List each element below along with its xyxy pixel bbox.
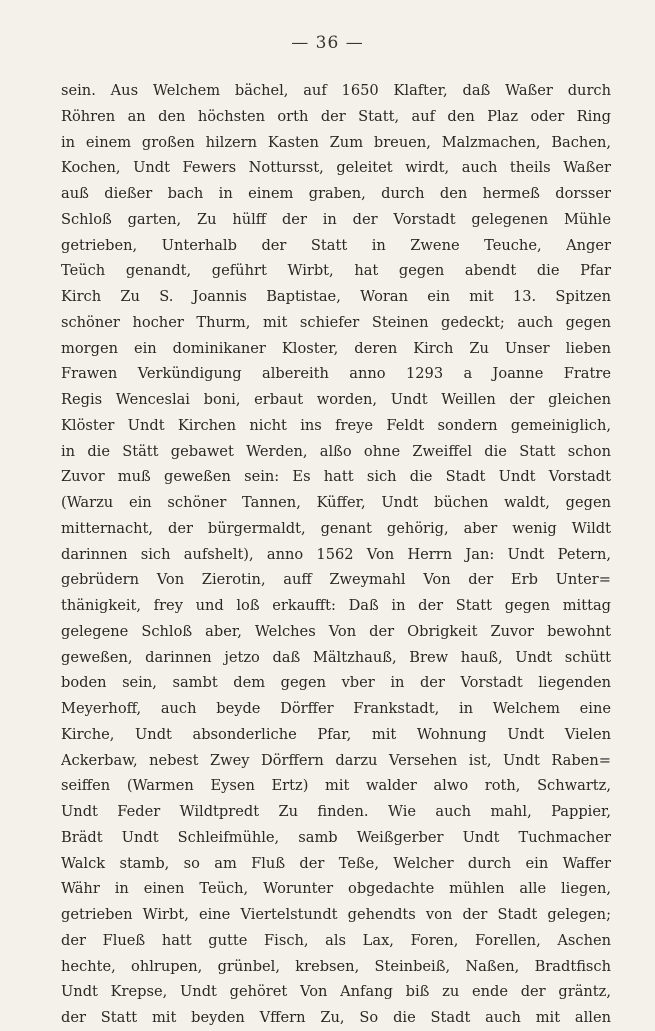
text-line: Walck stamb, so am Fluß der Teße, Welcher durch ein Waffer bbox=[61, 854, 611, 872]
text-line: hechte, ohlrupen, grünbel, krebsen, Steinbeiß, Naßen, Bradtfisch bbox=[61, 957, 611, 975]
text-line: morgen ein dominikaner Kloster, deren Kirch Zu Unser lieben bbox=[61, 339, 611, 357]
text-line: Schloß garten, Zu hülff der in der Vorstadt gelegenen Mühle bbox=[61, 210, 611, 228]
text-line: Währ in einen Teüch, Worunter obgedachte mühlen alle liegen, bbox=[61, 880, 611, 898]
text-line: gelegene Schloß aber, Welches Von der Obrigkeit Zuvor bewohnt bbox=[61, 622, 611, 640]
text-line: Undt Feder Wildtpredt Zu finden. Wie auch mahl, Pappier, bbox=[61, 803, 611, 820]
text-line: schöner hocher Thurm, mit schiefer Steinen gedeckt; auch gegen bbox=[61, 313, 611, 331]
text-line: getrieben, Unterhalb der Statt in Zwene Teuche, Anger bbox=[61, 236, 611, 254]
text-line: Regis Wenceslai boni, erbaut worden, Undt Weillen der gleichen bbox=[61, 391, 611, 408]
text-line: thänigkeit, frey und loß erkaufft: Daß in der Statt gegen mittag bbox=[61, 597, 611, 614]
text-line: Klöster Undt Kirchen nicht ins freye Feldt sondern gemeiniglich, bbox=[61, 416, 611, 434]
text-line: sein. Aus Welchem bächel, auf 1650 Klafter, daß Waßer durch bbox=[61, 82, 611, 99]
text-line: in einem großen hilzern Kasten Zum breuen, Malzmachen, Bachen, bbox=[61, 133, 611, 151]
text-line: Ackerbaw, nebest Zwey Dörffern darzu Versehen ist, Undt Raben= bbox=[61, 751, 611, 769]
text-line: boden sein, sambt dem gegen vber in der Vorstadt liegenden bbox=[61, 674, 611, 692]
text-line: (Warzu ein schöner Tannen, Küffer, Undt büchen waldt, gegen bbox=[61, 494, 611, 511]
text-line: Kirche, Undt absonderliche Pfar, mit Wohnung Undt Vielen bbox=[61, 725, 611, 743]
text-line: der Flueß hatt gutte Fisch, als Lax, Foren, Forellen, Aschen bbox=[61, 931, 611, 949]
text-line: Brädt Undt Schleifmühle, samb Weißgerber Undt Tuchmacher bbox=[61, 828, 611, 846]
text-line: Frawen Verkündigung albereith anno 1293 a Joanne Fratre bbox=[61, 365, 611, 383]
text-line: getrieben Wirbt, eine Viertelstundt gehendts von der Stadt gelegen; bbox=[61, 906, 611, 923]
text-line: in die Stätt gebawet Werden, alßo ohne Zweiffel die Statt schon bbox=[61, 442, 611, 460]
text-line: Kirch Zu S. Joannis Baptistae, Woran ein mit 13. Spitzen bbox=[61, 288, 611, 305]
text-line: Undt Krepse, Undt gehöret Von Anfang biß zu ende der gräntz, bbox=[61, 983, 611, 1001]
text-line: Kochen, Undt Fewers Nottursst, geleitet wirdt, auch theils Waßer bbox=[61, 159, 611, 177]
text-line: auß dießer bach in einem graben, durch den hermeß dorsser bbox=[61, 185, 611, 202]
text-line: Zuvor muß geweßen sein: Es hatt sich die Stadt Undt Vorstadt bbox=[61, 468, 611, 486]
text-line: geweßen, darinnen jetzo daß Mältzhauß, Brew hauß, Undt schütt bbox=[61, 648, 611, 666]
page-number: — 36 — bbox=[291, 33, 364, 53]
text-line: der Statt mit beyden Vffern Zu, So die Stadt auch mit allen bbox=[61, 1009, 611, 1026]
text-line: gebrüdern Von Zierotin, auff Zweymahl Von der Erb Unter= bbox=[61, 571, 611, 589]
text-line: seiffen (Warmen Eysen Ertz) mit walder alwo roth, Schwartz, bbox=[61, 777, 611, 795]
text-line: mitternacht, der bürgermaldt, genant gehörig, aber wenig Wildt bbox=[61, 519, 611, 537]
text-line: Meyerhoff, auch beyde Dörffer Frankstadt, in Welchem eine bbox=[61, 700, 611, 717]
body-text bbox=[61, 78, 611, 1031]
text-line: darinnen sich aufshelt), anno 1562 Von Herrn Jan: Undt Petern, bbox=[61, 545, 611, 563]
text-line: Röhren an den höchsten orth der Statt, auf den Plaz oder Ring bbox=[61, 107, 611, 125]
text-line: Teüch genandt, geführt Wirbt, hat gegen abendt die Pfar bbox=[61, 262, 611, 280]
